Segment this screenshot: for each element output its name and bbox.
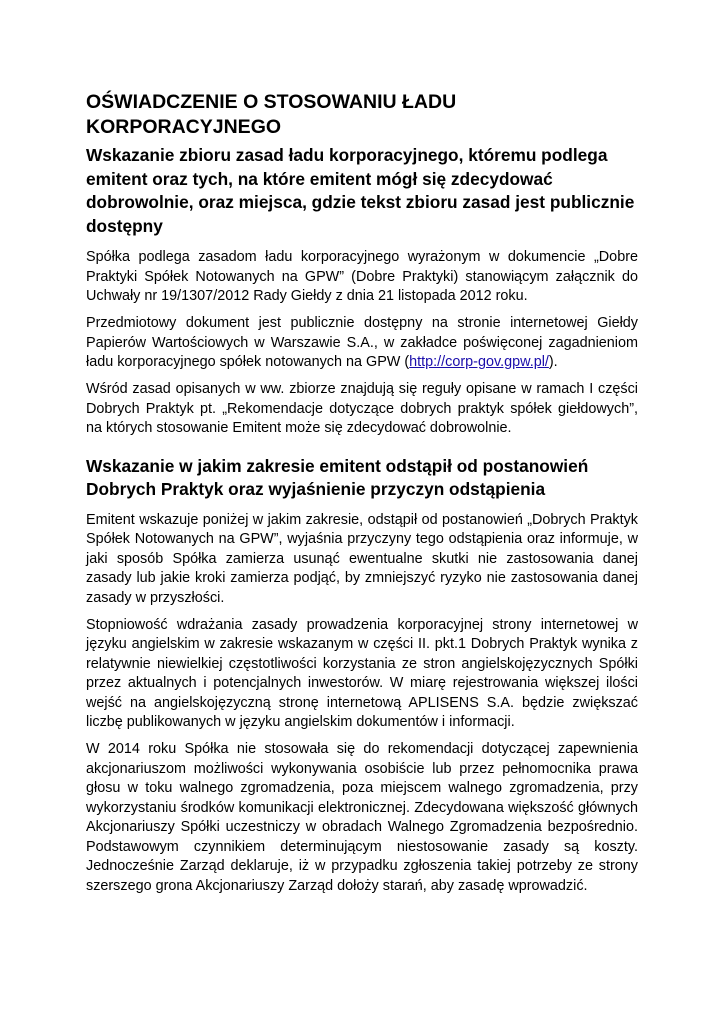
section-2-paragraph-1: Emitent wskazuje poniżej w jakim zakresie, odstąpił od postanowień „Dobrych Praktyk Spółek Notowanych na GPW”, wyjaśnia przyczyny tego odstąpienia oraz informuje, w jaki sposób Spółka zamierza usunąć ewentualne skutki nie zastosowania danej zasady lub jakie kroki zamierza podjąć, by zmniejszyć ryzyko nie zastosowania danej zasady w przyszłości. — [86, 511, 638, 606]
section-2-paragraph-3: W 2014 roku Spółka nie stosowała się do rekomendacji dotyczącej zapewnienia akcjonariuszom możliwości wykonywania osobiście lub przez pełnomocnika prawa głosu w toku walnego zgromadzenia, poza miejscem walnego zgromadzenia, przy wykorzystaniu środków komunikacji elektronicznej. Zdecydowana większość głównych Akcjonariuszy Spółki uczestniczy w obradach Walnego Zgromadzenia bezpośrednio. Podstawowym czynnikiem determinującym niestosowanie zasady są koszty. Jednocześnie Zarząd deklaruje, iż w przypadku zgłoszenia takiej potrzeby ze strony szerszego grona Akcjonariuszy Zarząd dołoży starań, aby zasadę wprowadzić. — [86, 741, 638, 894]
section-1-paragraph-3: Wśród zasad opisanych w ww. zbiorze znajdują się reguły opisane w ramach I części Dobrych Praktyk pt. „Rekomendacje dotyczące dobrych praktyk spółek giełdowych”, na których stosowanie Emitent może się zdecydować dobrowolnie. — [86, 381, 638, 436]
document-page — [86, 90, 638, 904]
section-1-paragraph-1: Spółka podlega zasadom ładu korporacyjnego wyrażonym w dokumencie „Dobre Praktyki Spółek Notowanych na GPW” (Dobre Praktyki) stanowiącym załącznik do Uchwały nr 19/1307/2012 Rady Giełdy z dnia 21 listopada 2012 roku. — [86, 249, 638, 304]
document-title: OŚWIADCZENIE O STOSOWANIU ŁADU KORPORACYJNEGO — [86, 91, 457, 138]
paragraph-2-text-before: Przedmiotowy dokument jest publicznie dostępny na stronie internetowej Giełdy Papierów Wartościowych w Warszawie S.A., w zakładce poświęconej zagadnieniom ładu korporacyjnego spółek notowanych na GPW ( — [86, 315, 638, 370]
section-2-paragraph-2: Stopniowość wdrażania zasady prowadzenia korporacyjnej strony internetowej w języku angielskim w zakresie wskazanym w części II. pkt.1 Dobrych Praktyk wynika z relatywnie niewielkiej częstotliwości korzystania ze stron angielskojęzycznych Spółki przez aktualnych i potencjalnych inwestorów. W miarę rejestrowania większej ilości wejść na angielskojęzyczną stronę internetową APLISENS S.A. będzie zwiększać liczbę publikowanych w języku angielskim dokumentów i informacji. — [86, 616, 638, 730]
corp-gov-link[interactable]: http://corp-gov.gpw.pl/ — [409, 354, 549, 370]
section-2-heading: Wskazanie w jakim zakresie emitent odstąpił od postanowień Dobrych Praktyk oraz wyjaśnienie przyczyn odstąpienia — [86, 455, 589, 499]
section-1-paragraph-2 — [86, 314, 638, 373]
section-1-heading: Wskazanie zbioru zasad ładu korporacyjnego, któremu podlega emitent oraz tych, na które emitent mógł się zdecydować dobrowolnie, oraz miejsca, gdzie tekst zbioru zasad jest publicznie dostępny — [86, 145, 635, 236]
paragraph-2-text-after: ). — [548, 354, 558, 370]
